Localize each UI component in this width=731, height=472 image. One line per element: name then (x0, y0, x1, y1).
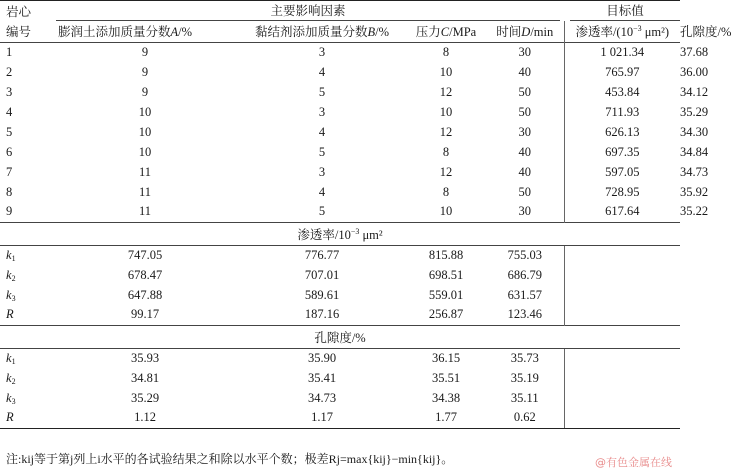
table-row: 2 9 4 10 40 765.97 36.00 (0, 62, 680, 82)
data-rows (0, 42, 709, 222)
table-row: 8 11 4 8 50 728.95 35.92 (0, 182, 680, 202)
table-footnote: 注:kij等于第j列上i水平的各试验结果之和除以水平个数；极差Rj=max{kij}−min{kij}。 (6, 452, 454, 466)
header-factor-c: 压力C/MPa (415, 25, 477, 40)
range-row: $k_2$ 34.81 35.41 35.51 35.19 (0, 368, 680, 388)
table-row: 6 10 5 8 40 697.35 34.84 (0, 142, 680, 162)
range-row: $k_2$ 678.47 707.01 698.51 686.79 (0, 265, 680, 285)
header-core-id: 编号 (6, 25, 32, 40)
range-row: $k_1$ 35.93 35.90 36.15 35.73 (0, 348, 680, 368)
header-targets: 目标值 (564, 1, 680, 22)
watermark: @有色金属在线 (595, 456, 672, 469)
table-row: 9 11 5 10 30 617.64 35.22 (0, 202, 680, 222)
header-main-factors: 主要影响因素 (52, 1, 564, 22)
range-row: $k_1$ 747.05 776.77 815.88 755.03 (0, 245, 680, 265)
range-row: $k_3$ 35.29 34.73 34.38 35.11 (0, 388, 680, 408)
table-row: 4 10 3 10 50 711.93 35.29 (0, 102, 680, 122)
range-row: $k_3$ 647.88 589.61 559.01 631.57 (0, 285, 680, 305)
range-row: R 99.17 187.16 256.87 123.46 (0, 305, 680, 325)
header-permeability: 渗透率$/(10^{-3}$ μm²) (564, 21, 680, 42)
table-row: 1 9 3 8 30 1 021.34 37.68 (0, 42, 680, 62)
table-row: 3 9 5 12 50 453.84 34.12 (0, 82, 680, 102)
table-row: 7 11 3 12 40 597.05 34.73 (0, 162, 680, 182)
section-header-porosity: 孔隙度/% (0, 325, 680, 348)
header-factor-a: 膨润土添加质量分数A/% (58, 25, 193, 40)
header-factor-b: 黏结剂添加质量分数B/% (254, 25, 390, 40)
header-core: 岩心 (0, 1, 52, 22)
orthogonal-test-table: 岩心 主要影响因素 目标值 编号 膨润土添加质量分数A/% 黏结剂添加质量分数B/% 压力C/MPa 时间D/min 渗透率$/(10^{-3}$ μm²) 孔隙度/% 1 9 3 8 30 1 021.34 37.68 2 9 4 10 40 765.97 36.00 3 9 5 12 50 453.84 34.12 4 10 3 10 50 711.93 35.29 5 10 4 12 30 626.13 34.30 6 10 5 8 40 697.35 34.84 7 11 3 12 40 597.05 34.73 8 11 4 8 50 728.95 35.92 9 11 5 10 30 617.64 35.22 渗透率$/10^{-3}$ μm² $k_1$ 747.05 776.77 815.88 755.03 $k_2$ 678.47 707.01 698.51 686.79 $k_3$ 647.88 589.61 559.01 631.57 R 99.17 187.16 256.87 123.46 孔隙度/% $k_1$ 35.93 35.90 36.15 35.73 $k_2$ 34.81 35.41 35.51 35.19 $k_3$ 35.29 34.73 34.38 35.11 R 1.12 1.17 1.77 0.62 (0, 0, 680, 429)
table-row: 5 10 4 12 30 626.13 34.30 (0, 122, 680, 142)
section-header-permeability: 渗透率$/10^{-3}$ μm² (0, 222, 680, 245)
header-factor-d: 时间D/min (496, 25, 554, 40)
range-row: R 1.12 1.17 1.77 0.62 (0, 408, 680, 428)
